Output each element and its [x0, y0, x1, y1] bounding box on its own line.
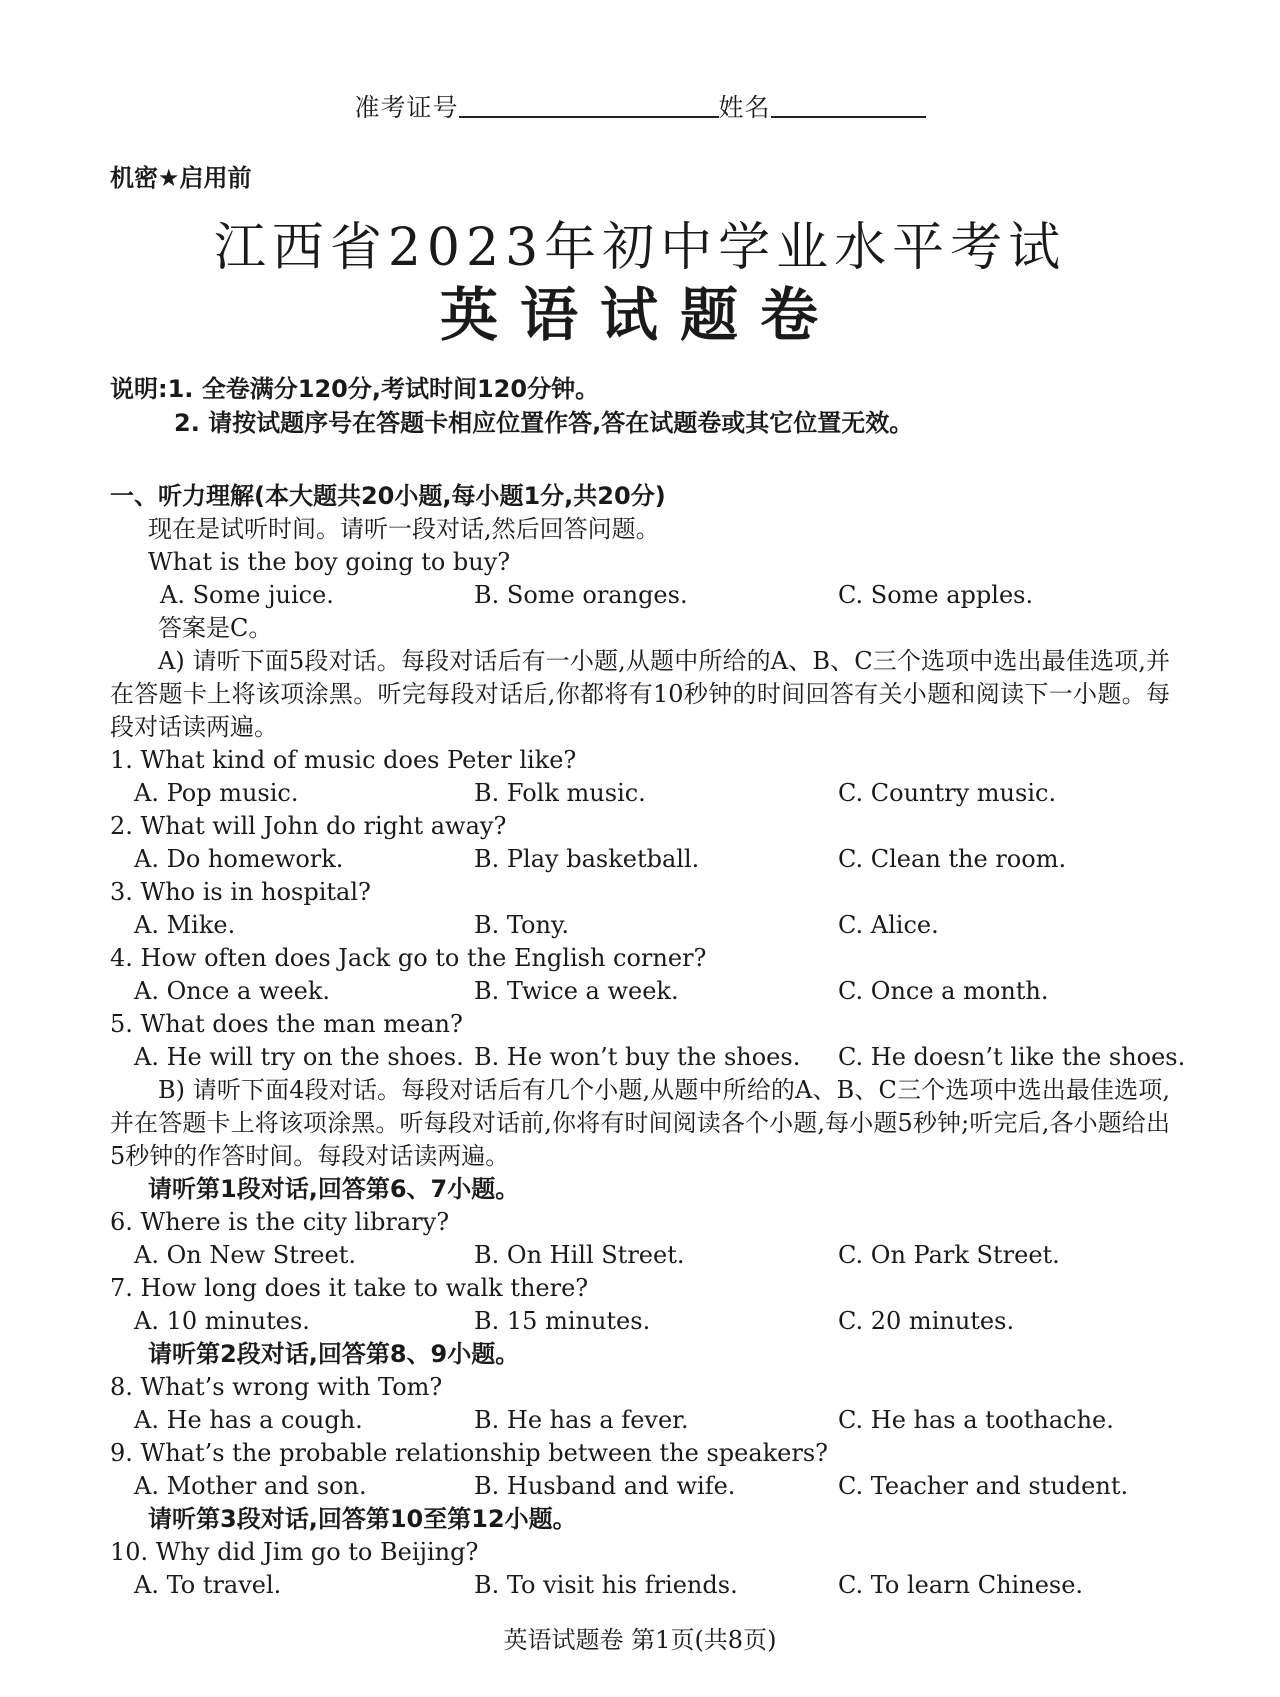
trial-question: What is the boy going to buy? — [148, 548, 511, 576]
section-heading: 一、听力理解(本大题共20小题,每小题1分,共20分) — [110, 482, 666, 510]
option-c: C. On Park Street. — [838, 1241, 1060, 1269]
option-b: B. Tony. — [474, 911, 569, 939]
trial-answer: 答案是C。 — [158, 614, 273, 642]
question-3: 3. Who is in hospital? — [110, 878, 371, 906]
exam-title: 江西省2023年初中学业水平考试 — [213, 218, 1067, 278]
candidate-number-blank — [459, 92, 719, 118]
question-4: 4. How often does Jack go to the English corner? — [110, 944, 707, 972]
option-a: A. 10 minutes. — [134, 1307, 310, 1335]
option-c: C. Clean the room. — [838, 845, 1067, 873]
instruction-1: 说明:1. 全卷满分120分,考试时间120分钟。 — [110, 375, 600, 403]
candidate-info-line — [0, 88, 1280, 124]
question-2-options — [110, 843, 1170, 876]
question-10-options — [110, 1569, 1170, 1602]
part-a-intro: A) 请听下面5段对话。每段对话后有一小题,从题中所给的A、B、C三个选项中选出最佳选项,并在答题卡上将该项涂黑。听完每段对话后,你都将有10秒钟的时间回答有关小题和阅读下一小题。每段对话读两遍。 — [110, 647, 1170, 741]
option-c: C. Country music. — [838, 779, 1057, 807]
question-6-options — [110, 1239, 1170, 1272]
question-8-options — [110, 1404, 1170, 1437]
candidate-number-label: 准考证号 — [354, 93, 459, 122]
option-c: C. To learn Chinese. — [838, 1571, 1084, 1599]
part-b-intro: B) 请听下面4段对话。每段对话后有几个小题,从题中所给的A、B、C三个选项中选出最佳选项,并在答题卡上将该项涂黑。听每段对话前,你将有时间阅读各个小题,每小题5秒钟;听完后,各小题给出5秒钟的作答时间。每段对话读两遍。 — [110, 1076, 1170, 1170]
option-c: C. He has a toothache. — [838, 1406, 1114, 1434]
option-b: B. Play basketball. — [474, 845, 700, 873]
question-7-options — [110, 1305, 1170, 1338]
name-blank — [771, 92, 926, 118]
exam-subtitle: 英语试题卷 — [439, 281, 840, 349]
option-a: A. On New Street. — [134, 1241, 356, 1269]
option-a: A. He will try on the shoes. — [134, 1043, 464, 1071]
question-5: 5. What does the man mean? — [110, 1010, 463, 1038]
question-2: 2. What will John do right away? — [110, 812, 507, 840]
option-c: C. Some apples. — [838, 581, 1034, 609]
trial-intro: 现在是试听时间。请听一段对话,然后回答问题。 — [148, 515, 660, 543]
instruction-2: 2. 请按试题序号在答题卡相应位置作答,答在试题卷或其它位置无效。 — [174, 409, 914, 437]
listening-section — [110, 513, 1186, 1602]
dialog-1-heading: 请听第1段对话,回答第6、7小题。 — [148, 1175, 520, 1203]
question-6: 6. Where is the city library? — [110, 1208, 450, 1236]
option-a: A. To travel. — [134, 1571, 282, 1599]
option-a: A. Mother and son. — [134, 1472, 367, 1500]
option-a: A. Pop music. — [134, 779, 299, 807]
option-a: A. He has a cough. — [134, 1406, 363, 1434]
question-1: 1. What kind of music does Peter like? — [110, 746, 577, 774]
option-b: B. To visit his friends. — [474, 1571, 738, 1599]
name-label: 姓名 — [718, 93, 771, 122]
question-9-options — [110, 1470, 1170, 1503]
option-b: B. Husband and wife. — [474, 1472, 736, 1500]
question-9: 9. What’s the probable relationship between the speakers? — [110, 1439, 829, 1467]
question-10: 10. Why did Jim go to Beijing? — [110, 1538, 479, 1566]
option-a: A. Some juice. — [160, 581, 334, 609]
page-footer: 英语试题卷 第1页(共8页) — [503, 1626, 777, 1654]
option-a: A. Mike. — [134, 911, 236, 939]
option-b: B. Some oranges. — [474, 581, 688, 609]
question-5-options — [110, 1041, 1186, 1074]
dialog-3-heading: 请听第3段对话,回答第10至第12小题。 — [148, 1505, 577, 1533]
option-b: B. Twice a week. — [474, 977, 679, 1005]
option-b: B. Folk music. — [474, 779, 646, 807]
question-3-options — [110, 909, 1170, 942]
dialog-2-heading: 请听第2段对话,回答第8、9小题。 — [148, 1340, 520, 1368]
instructions — [110, 372, 913, 440]
option-c: C. Once a month. — [838, 977, 1049, 1005]
question-7: 7. How long does it take to walk there? — [110, 1274, 589, 1302]
option-a: A. Do homework. — [134, 845, 344, 873]
option-c: C. 20 minutes. — [838, 1307, 1015, 1335]
option-b: B. He has a fever. — [474, 1406, 689, 1434]
question-8: 8. What’s wrong with Tom? — [110, 1373, 443, 1401]
option-c: C. Alice. — [838, 911, 939, 939]
option-a: A. Once a week. — [134, 977, 331, 1005]
question-1-options — [110, 777, 1170, 810]
option-b: B. 15 minutes. — [474, 1307, 651, 1335]
question-4-options — [110, 975, 1170, 1008]
option-b: B. On Hill Street. — [474, 1241, 685, 1269]
secret-label: 机密★启用前 — [110, 164, 252, 192]
option-c: C. He doesn’t like the shoes. — [838, 1043, 1186, 1071]
option-b: B. He won’t buy the shoes. — [474, 1043, 801, 1071]
option-c: C. Teacher and student. — [838, 1472, 1129, 1500]
trial-options — [110, 579, 1170, 612]
